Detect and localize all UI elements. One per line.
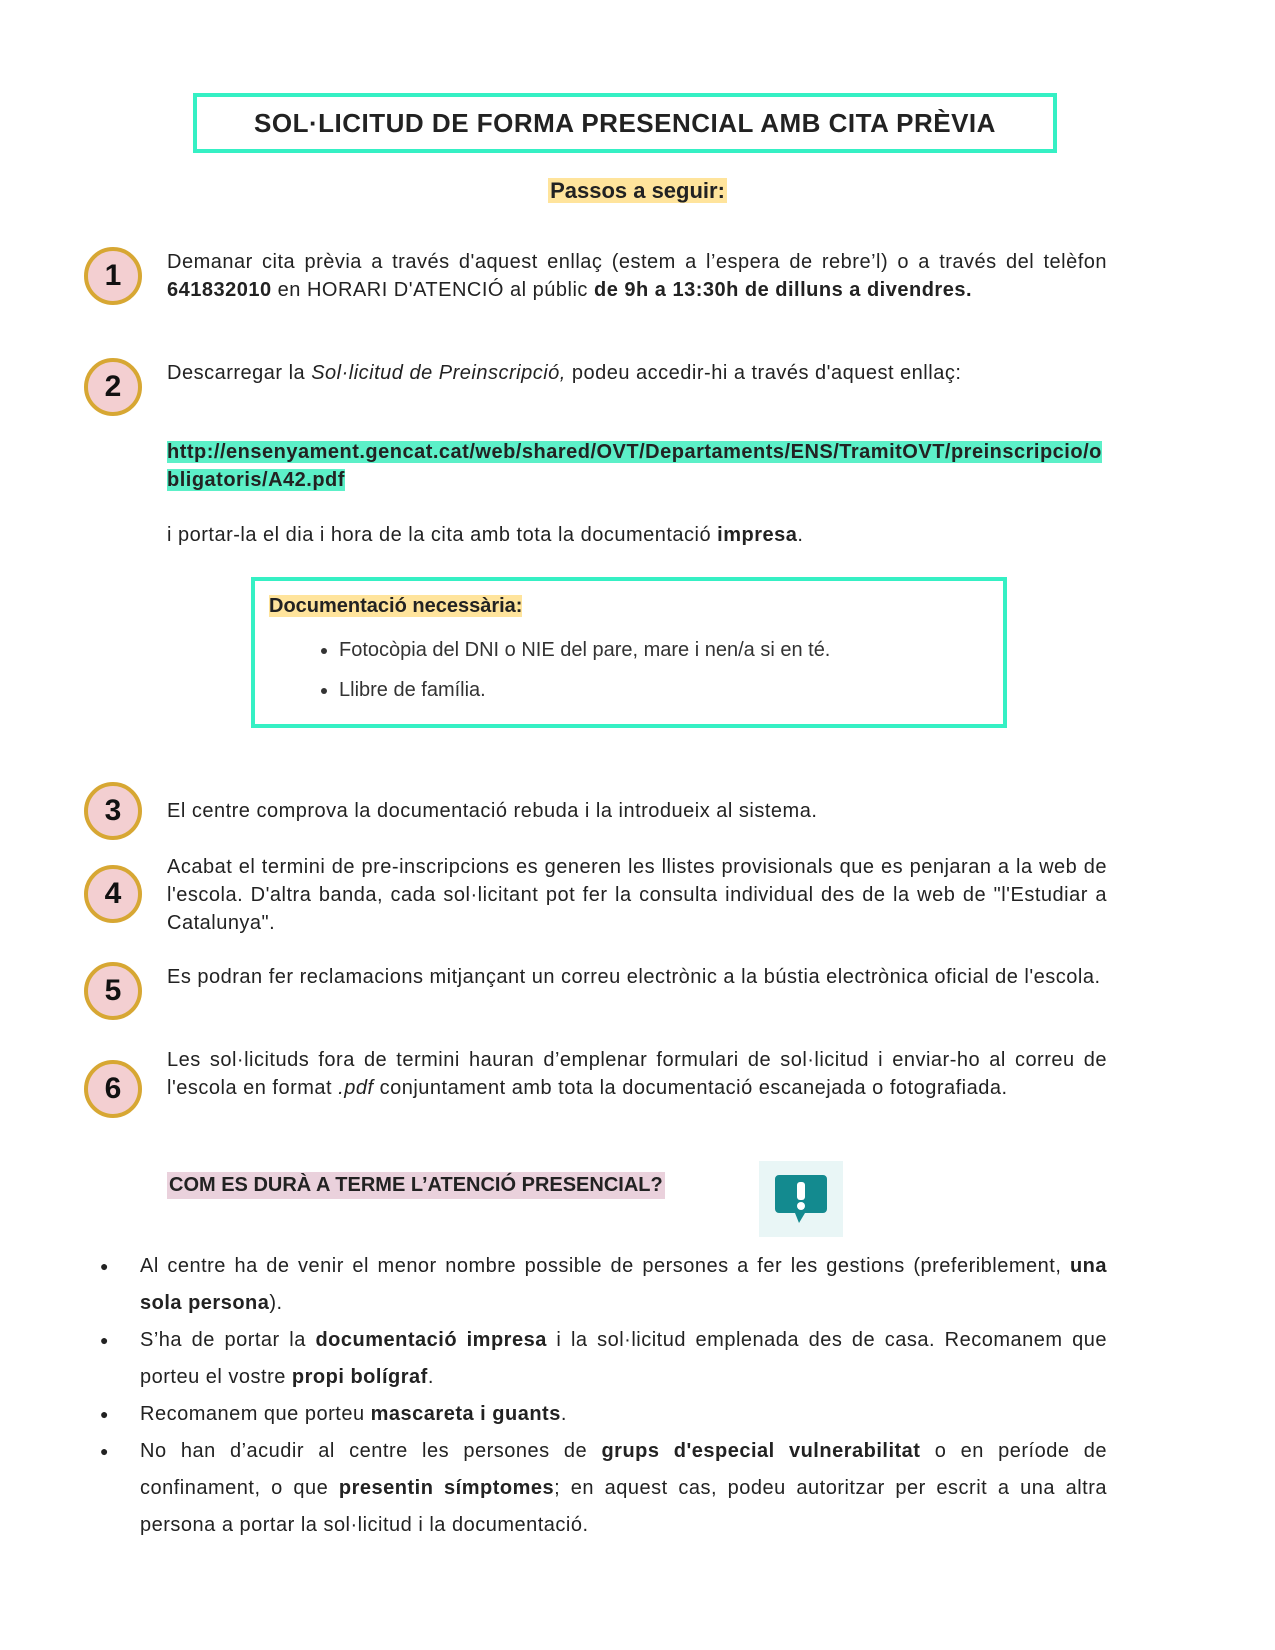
phone-number: 641832010 — [167, 279, 272, 301]
guideline-item: ● No han d’acudir al centre les persones de grups d'especial vulnerabilitat o en període de confinament, o que presentin símptomes; en aquest cas, podeu autoritzar per escrit a una altra persona a portar la sol·licitud i la documentació. — [100, 1433, 1107, 1544]
subtitle-text: Passos a seguir: — [550, 178, 725, 203]
title-box — [193, 93, 1057, 153]
pdf-link-block — [167, 438, 1107, 494]
step-number-6: 6 — [84, 1060, 142, 1118]
step-number-3: 3 — [84, 782, 142, 840]
step-2-followup: i portar-la el dia i hora de la cita amb tota la documentació impresa. — [167, 524, 804, 546]
step-2-text: Descarregar la Sol·licitud de Preinscripció, podeu accedir-hi a través d'aquest enllaç: — [167, 362, 962, 384]
page-title: SOL·LICITUD DE FORMA PRESENCIAL AMB CITA PRÈVIA — [254, 107, 996, 138]
step-4-text: Acabat el termini de pre-inscripcions es generen les llistes provisionals que es penjaran a la web de l'escola. D'altra banda, cada sol·licitant pot fer la consulta individual des de la web de "l'Estudiar a Catalunya". — [167, 856, 1107, 934]
step-number-4: 4 — [84, 865, 142, 923]
section-heading: COM ES DURÀ A TERME L’ATENCIÓ PRESENCIAL? — [167, 1172, 665, 1199]
step-6-text: Les sol·licituds fora de termini hauran d’emplenar formulari de sol·licitud i enviar-ho al correu de l'escola en format .pdf conjuntament amb tota la documentació escanejada o fotografiada. — [167, 1049, 1107, 1099]
guideline-item: ● S’ha de portar la documentació impresa i la sol·licitud emplenada des de casa. Recomanem que porteu el vostre propi bolígraf. — [100, 1322, 1107, 1396]
subtitle — [0, 178, 1275, 204]
pdf-link[interactable]: http://ensenyament.gencat.cat/web/shared/OVT/Departaments/ENS/TramitOVT/preinscripcio/obligatoris/A42.pdf — [167, 441, 1102, 491]
guideline-item: ● Recomanem que porteu mascareta i guants. — [100, 1396, 1107, 1433]
guidelines-list — [100, 1248, 1107, 1544]
step-3-text: El centre comprova la documentació rebuda i la introdueix al sistema. — [167, 800, 818, 822]
document-item: • Fotocòpia del DNI o NIE del pare, mare i nen/a si en té. — [339, 630, 989, 670]
step-number-1: 1 — [84, 247, 142, 305]
exclamation-speech-bubble-icon — [759, 1161, 843, 1237]
document-item: • Llibre de família. — [339, 670, 989, 710]
step-number-2: 2 — [84, 358, 142, 416]
required-documents-box — [251, 577, 1007, 728]
step-1-text: Demanar cita prèvia a través d'aquest enllaç (estem a l’espera de rebre’l) o a través del telèfon 641832010 en HORARI D'ATENCIÓ al públic de 9h a 13:30h de dilluns a divendres. — [167, 251, 1107, 301]
step-5-text: Es podran fer reclamacions mitjançant un correu electrònic a la bústia electrònica oficial de l'escola. — [167, 966, 1101, 988]
step-number-5: 5 — [84, 962, 142, 1020]
guideline-item: ● Al centre ha de venir el menor nombre possible de persones a fer les gestions (preferiblement, una sola persona). — [100, 1248, 1107, 1322]
documents-title: Documentació necessària: — [269, 595, 523, 617]
